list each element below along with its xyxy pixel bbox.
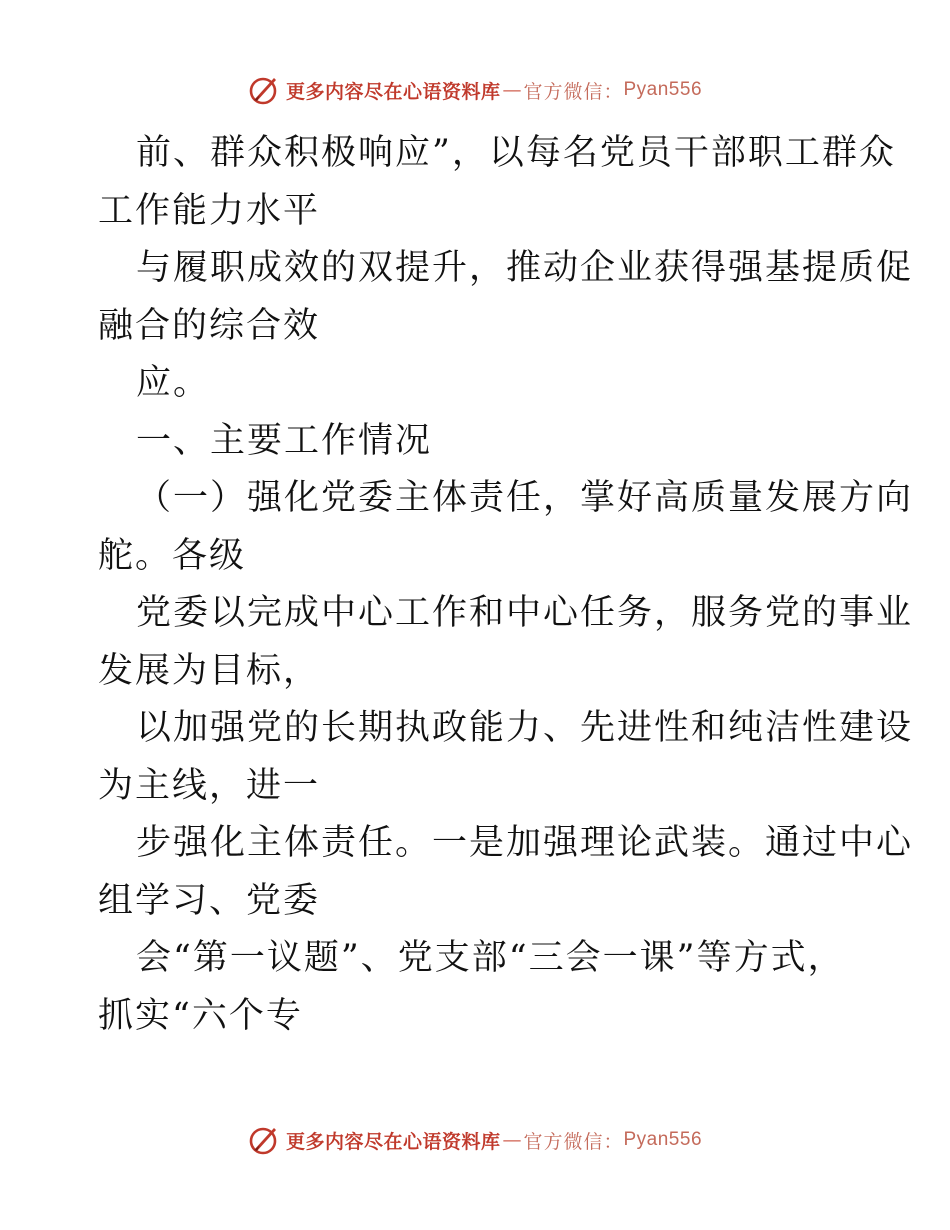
text-line: 会“第一议题”、党支部“三会一课”等方式， (136, 938, 845, 978)
text-line: 组学习、党委 (98, 880, 321, 921)
text-line: 一、主要工作情况 (136, 420, 433, 461)
text-line: 融合的综合效 (98, 305, 321, 346)
quill-pen-logo-icon (248, 74, 280, 106)
footer-banner-text (286, 1127, 702, 1154)
text-line: 党委以完成中心工作和中心任务，服务党的事业 (136, 593, 914, 633)
text-line: 为主线，进一 (98, 765, 321, 806)
banner-main-text: 更多内容尽在心语资料库 (285, 80, 501, 103)
text-line: 与履职成效的双提升，推动企业获得强基提质促 (136, 248, 914, 288)
text-line: 工作能力水平 (98, 190, 321, 231)
text-line: （一）强化党委主体责任，掌好高质量发展方向 (136, 478, 914, 518)
banner-wechat-id: Pyan556 (623, 1129, 703, 1150)
header-banner-text (286, 77, 702, 104)
text-line: 应。 (136, 363, 211, 403)
text-line: 发展为目标， (98, 650, 321, 691)
text-line: 步强化主体责任。一是加强理论武装。通过中心 (136, 823, 914, 863)
text-line: 前、群众积极响应”，以每名党员干部职工群众 (136, 133, 896, 173)
text-line: 以加强党的长期执政能力、先进性和纯洁性建设 (136, 708, 914, 748)
banner-separator: — (502, 1129, 522, 1151)
quill-pen-logo-icon (248, 1124, 280, 1156)
footer-banner (0, 1120, 950, 1160)
header-banner (0, 70, 950, 110)
text-line: 抓实“六个专 (98, 995, 303, 1036)
banner-wechat-id: Pyan556 (623, 79, 703, 100)
banner-main-text: 更多内容尽在心语资料库 (285, 1130, 501, 1153)
banner-wechat-label: 官方微信： (523, 1130, 624, 1153)
banner-separator: — (502, 79, 522, 101)
banner-wechat-label: 官方微信： (523, 80, 624, 103)
document-body (98, 125, 914, 1045)
text-line: 舵。各级 (98, 535, 247, 576)
